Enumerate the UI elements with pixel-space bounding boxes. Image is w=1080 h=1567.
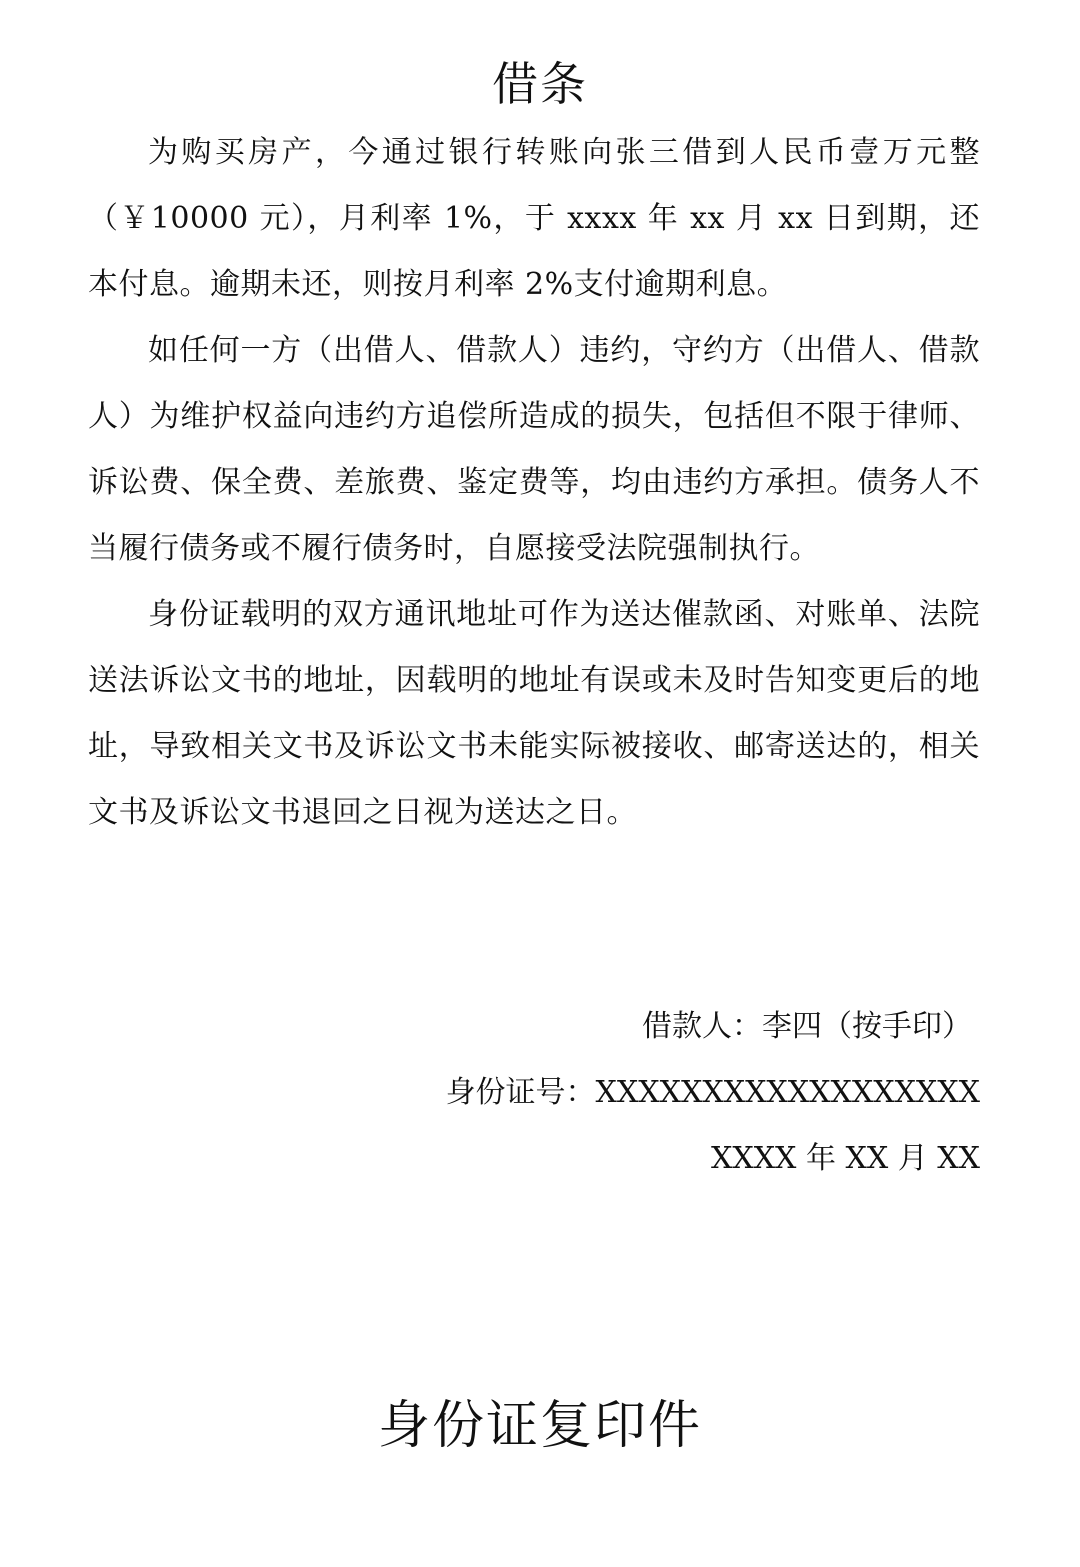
document-body <box>88 120 980 846</box>
signature-block <box>280 994 980 1192</box>
document-title: 借条 <box>492 57 588 111</box>
id-number-line: 身份证号：XXXXXXXXXXXXXXXXXX <box>445 1075 980 1110</box>
date-line: XXXX 年 XX 月 XX <box>710 1141 980 1176</box>
paragraph-loan-terms: 为购买房产，今通过银行转账向张三借到人民币壹万元整（￥10000 元），月利率 1%，于 xxxx 年 xx 月 xx 日到期，还本付息。逾期未还，则按月利率 2%支付逾期利息。 <box>88 135 980 302</box>
id-copy-title: 身份证复印件 <box>377 1396 702 1456</box>
borrower-signature: 借款人：李四（按手印） <box>642 1009 972 1044</box>
paragraph-service-address: 身份证载明的双方通讯地址可作为送达催款函、对账单、法院送法诉讼文书的地址，因载明的地址有误或未及时告知变更后的地址，导致相关文书及诉讼文书未能实际被接收、邮寄送达的，相关文书及诉讼文书退回之日视为送达之日。 <box>88 597 980 830</box>
paragraph-breach-liability: 如任何一方（出借人、借款人）违约，守约方（出借人、借款人）为维护权益向违约方追偿所造成的损失，包括但不限于律师、诉讼费、保全费、差旅费、鉴定费等，均由违约方承担。债务人不当履行债务或不履行债务时，自愿接受法院强制执行。 <box>88 333 980 566</box>
